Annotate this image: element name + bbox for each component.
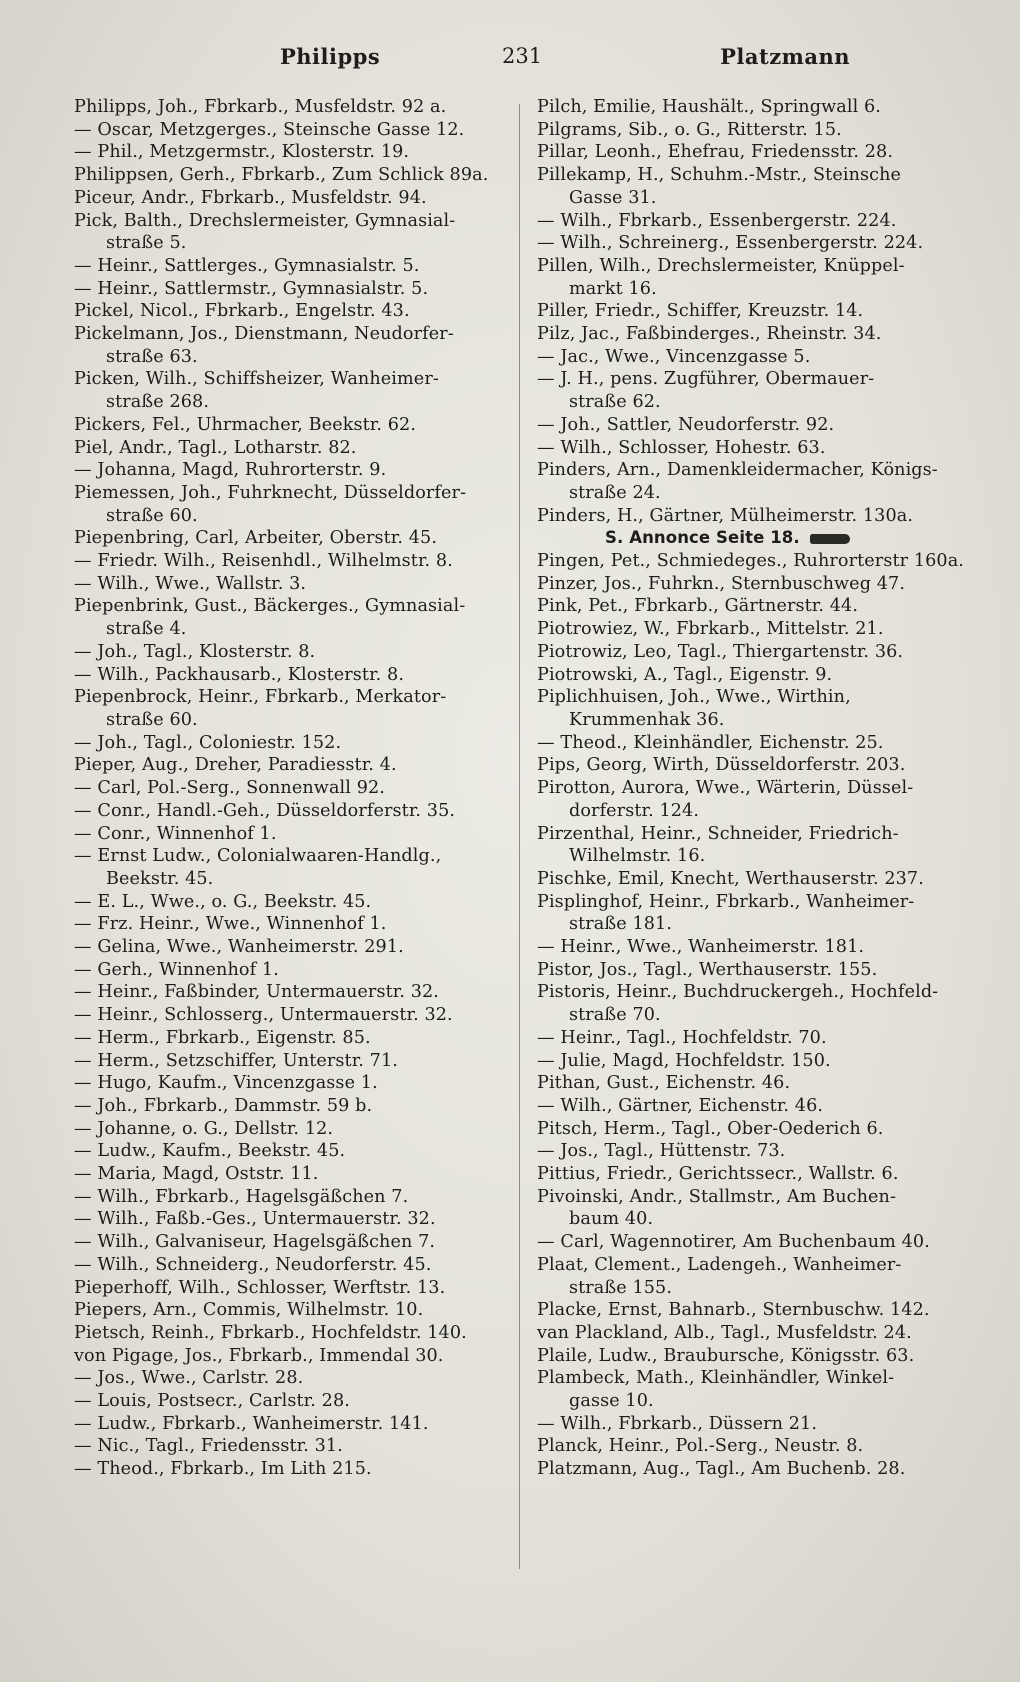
entry-continuation: Beekstr. 45. [106,868,214,889]
entry-line: — Theod., Fbrkarb., Im Lith 215. [74,1459,372,1480]
entry-line: — Joh., Tagl., Coloniestr. 152. [74,732,342,753]
entry-line: — Gelina, Wwe., Wanheimerstr. 291. [74,937,404,958]
entry-continuation: straße 4. [106,619,187,640]
directory-entry [74,913,494,936]
directory-entry [537,164,967,209]
entry-line: — E. L., Wwe., o. G., Beekstr. 45. [74,891,372,912]
directory-entry [537,823,967,868]
entry-line: — Oscar, Metzgerges., Steinsche Gasse 12. [74,119,465,140]
entry-line: — Louis, Postsecr., Carlstr. 28. [74,1391,350,1412]
directory-entry [74,732,494,755]
header-right-keyword: Platzmann [720,44,850,69]
entry-line: Placke, Ernst, Bahnarb., Sternbuschw. 142. [537,1300,930,1321]
entry-line: — Wilh., Schlosser, Hohestr. 63. [537,437,826,458]
entry-line: Piotrowiz, Leo, Tagl., Thiergartenstr. 36. [537,641,904,662]
entry-line: — Wilh., Faßb.-Ges., Untermauerstr. 32. [74,1209,436,1230]
entry-line: Pivoinski, Andr., Stallmstr., Am Buchen- [537,1186,897,1207]
entry-line: Piepenbrink, Gust., Bäckerges., Gymnasial- [74,596,466,617]
entry-line: — Ludw., Fbrkarb., Wanheimerstr. 141. [74,1413,429,1434]
directory-entry [537,505,967,528]
header-left-keyword: Philipps [280,44,381,69]
directory-entry [74,1118,494,1141]
directory-entry [74,686,494,731]
entry-line: — Gerh., Winnenhof 1. [74,959,279,980]
entry-line: Pingen, Pet., Schmiedeges., Ruhrorterstr 160a. [537,551,964,572]
entry-continuation: Gasse 31. [569,187,657,208]
directory-entry [537,141,967,164]
directory-entry [74,482,494,527]
entry-line: Pisplinghof, Heinr., Fbrkarb., Wanheimer- [537,891,915,912]
entry-line: Pinders, H., Gärtner, Mülheimerstr. 130a. [537,505,914,526]
entry-line: — Heinr., Faßbinder, Untermauerstr. 32. [74,982,439,1003]
entry-line: Pieperhoff, Wilh., Schlosser, Werftstr. 13. [74,1277,446,1298]
left-column [74,96,494,1481]
entry-line: — Jos., Wwe., Carlstr. 28. [74,1368,304,1389]
directory-entry [537,414,967,437]
entry-line: Plaat, Clement., Ladengeh., Wanheimer- [537,1254,902,1275]
entry-line: Pirzenthal, Heinr., Schneider, Friedrich- [537,823,899,844]
entry-line: Pieper, Aug., Dreher, Paradiesstr. 4. [74,755,397,776]
entry-line: — Joh., Fbrkarb., Dammstr. 59 b. [74,1095,373,1116]
entry-continuation: Krummenhak 36. [569,709,725,730]
entry-line: — Wilh., Fbrkarb., Hagelsgäßchen 7. [74,1186,409,1207]
entry-line: Pink, Pet., Fbrkarb., Gärtnerstr. 44. [537,596,859,617]
directory-entry [74,141,494,164]
directory-entry [74,1367,494,1390]
directory-entry [74,437,494,460]
entry-continuation: straße 155. [569,1277,673,1298]
entry-continuation: markt 16. [569,278,657,299]
entry-line: Pistoris, Heinr., Buchdruckergeh., Hochfeld- [537,982,939,1003]
directory-entry [537,686,967,731]
entry-line: Plambeck, Math., Kleinhändler, Winkel- [537,1368,895,1389]
directory-entry [537,981,967,1026]
entry-line: — Maria, Magd, Oststr. 11. [74,1164,319,1185]
entry-line: — Johanna, Magd, Ruhrorterstr. 9. [74,460,387,481]
entry-line: S. Annonce Seite 18. [605,528,800,548]
directory-entry [74,664,494,687]
entry-continuation: straße 70. [569,1005,661,1026]
directory-entry [74,414,494,437]
directory-entry [537,1027,967,1050]
directory-entry [537,936,967,959]
annonce-reference [537,527,967,550]
entry-line: Pilgrams, Sib., o. G., Ritterstr. 15. [537,119,842,140]
entry-line: Platzmann, Aug., Tagl., Am Buchenb. 28. [537,1459,906,1480]
entry-line: Piepenbrock, Heinr., Fbrkarb., Merkator- [74,687,447,708]
entry-line: Pietsch, Reinh., Fbrkarb., Hochfeldstr. 140. [74,1322,467,1343]
entry-line: — Herm., Fbrkarb., Eigenstr. 85. [74,1027,371,1048]
entry-line: — Heinr., Sattlerges., Gymnasialstr. 5. [74,255,420,276]
entry-line: — Wilh., Fbrkarb., Düssern 21. [537,1413,818,1434]
directory-entry [74,1163,494,1186]
directory-entry [537,1435,967,1458]
entry-line: Piotrowski, A., Tagl., Eigenstr. 9. [537,664,833,685]
pointing-hand-icon [810,534,850,544]
directory-entry [74,1072,494,1095]
entry-line: Pillekamp, H., Schuhm.-Mstr., Steinsche [537,165,902,186]
entry-line: Pips, Georg, Wirth, Düsseldorferstr. 203. [537,755,906,776]
entry-line: — Ludw., Kaufm., Beekstr. 45. [74,1141,346,1162]
directory-entry [537,323,967,346]
directory-entry [74,800,494,823]
directory-entry [537,210,967,233]
directory-entry [537,232,967,255]
directory-entry [537,550,967,573]
entry-continuation: straße 181. [569,914,673,935]
page-header [70,44,960,84]
directory-entry [74,1277,494,1300]
entry-line: — Jos., Tagl., Hüttenstr. 73. [537,1141,786,1162]
directory-entry [74,1004,494,1027]
directory-entry [74,1231,494,1254]
directory-entry [537,777,967,822]
entry-line: Philippsen, Gerh., Fbrkarb., Zum Schlick 89a. [74,165,489,186]
entry-line: — Julie, Magd, Hochfeldstr. 150. [537,1050,831,1071]
column-divider [519,104,520,1569]
entry-continuation: straße 5. [106,233,187,254]
entry-continuation: straße 62. [569,392,661,413]
entry-line: — Theod., Kleinhändler, Eichenstr. 25. [537,732,884,753]
entry-continuation: gasse 10. [569,1391,654,1412]
entry-line: — Phil., Metzgermstr., Klosterstr. 19. [74,142,410,163]
entry-line: — Wilh., Packhausarb., Klosterstr. 8. [74,664,405,685]
entry-line: Pinders, Arn., Damenkleidermacher, Königs- [537,460,938,481]
right-column [537,96,967,1481]
directory-entry [74,595,494,640]
entry-continuation: straße 60. [106,505,198,526]
entry-continuation: straße 24. [569,482,661,503]
entry-line: Pillen, Wilh., Drechslermeister, Knüppel- [537,255,905,276]
directory-entry [537,1186,967,1231]
directory-entry [74,1458,494,1481]
directory-entry [537,641,967,664]
entry-line: — Wilh., Wwe., Wallstr. 3. [74,573,307,594]
entry-line: Picken, Wilh., Schiffsheizer, Wanheimer- [74,369,439,390]
directory-entry [74,891,494,914]
directory-entry [74,1413,494,1436]
directory-entry [537,1050,967,1073]
entry-line: — Johanne, o. G., Dellstr. 12. [74,1118,334,1139]
directory-entry [74,1027,494,1050]
directory-entry [74,823,494,846]
directory-entry [537,1095,967,1118]
entry-line: Pitsch, Herm., Tagl., Ober-Oederich 6. [537,1118,884,1139]
entry-line: Pittius, Friedr., Gerichtssecr., Wallstr. 6. [537,1164,899,1185]
directory-entry [74,210,494,255]
entry-continuation: straße 60. [106,709,198,730]
directory-entry [74,119,494,142]
entry-line: — Heinr., Wwe., Wanheimerstr. 181. [537,937,865,958]
entry-continuation: Wilhelmstr. 16. [569,846,706,867]
entry-line: Pick, Balth., Drechslermeister, Gymnasial- [74,210,456,231]
entry-line: Pischke, Emil, Knecht, Werthauserstr. 237. [537,868,924,889]
directory-entry [537,1072,967,1095]
entry-line: Piepers, Arn., Commis, Wilhelmstr. 10. [74,1300,424,1321]
entry-continuation: baum 40. [569,1209,654,1230]
directory-entry [74,573,494,596]
entry-line: van Plackland, Alb., Tagl., Musfeldstr. 24. [537,1322,912,1343]
directory-entry [74,1390,494,1413]
directory-entry [74,845,494,890]
entry-line: — Joh., Sattler, Neudorferstr. 92. [537,414,835,435]
entry-line: Pilz, Jac., Faßbinderges., Rheinstr. 34. [537,324,882,345]
directory-entry [537,346,967,369]
directory-entry [74,459,494,482]
directory-entry [537,732,967,755]
directory-entry [74,1050,494,1073]
directory-entry [74,187,494,210]
directory-entry [537,368,967,413]
directory-entry [537,96,967,119]
entry-line: — Wilh., Fbrkarb., Essenbergerstr. 224. [537,210,897,231]
entry-line: — Heinr., Sattlermstr., Gymnasialstr. 5. [74,278,429,299]
entry-line: Piotrowiez, W., Fbrkarb., Mittelstr. 21. [537,619,884,640]
directory-entry [74,1140,494,1163]
entry-line: Piemessen, Joh., Fuhrknecht, Düsseldorfer- [74,482,467,503]
entry-line: Piceur, Andr., Fbrkarb., Musfeldstr. 94. [74,187,427,208]
entry-line: — Conr., Handl.-Geh., Düsseldorferstr. 35. [74,800,456,821]
entry-continuation: dorferstr. 124. [569,800,700,821]
entry-line: Philipps, Joh., Fbrkarb., Musfeldstr. 92 a. [74,97,447,117]
directory-entry [74,981,494,1004]
entry-line: — Hugo, Kaufm., Vincenzgasse 1. [74,1073,378,1094]
entry-line: Pilch, Emilie, Haushält., Springwall 6. [537,97,881,117]
directory-entry [74,255,494,278]
directory-entry [537,1367,967,1412]
directory-entry [74,1186,494,1209]
entry-line: — Ernst Ludw., Colonialwaaren-Handlg., [74,846,442,867]
entry-line: — J. H., pens. Zugführer, Obermauer- [537,369,875,390]
directory-entry [74,550,494,573]
directory-entry [537,595,967,618]
entry-line: — Carl, Wagennotirer, Am Buchenbaum 40. [537,1232,930,1253]
directory-entry [537,573,967,596]
directory-entry [537,1345,967,1368]
directory-entry [74,527,494,550]
entry-line: Pithan, Gust., Eichenstr. 46. [537,1073,791,1094]
directory-entry [74,323,494,368]
entry-continuation: straße 63. [106,346,198,367]
directory-entry [74,1345,494,1368]
directory-entry [537,1458,967,1481]
directory-entry [74,754,494,777]
entry-line: — Nic., Tagl., Friedensstr. 31. [74,1436,343,1457]
directory-entry [537,1140,967,1163]
entry-line: Pickel, Nicol., Fbrkarb., Engelstr. 43. [74,301,410,322]
directory-entry [537,754,967,777]
directory-entry [74,278,494,301]
entry-line: — Friedr. Wilh., Reisenhdl., Wilhelmstr. 8. [74,551,453,572]
entry-line: — Frz. Heinr., Wwe., Winnenhof 1. [74,914,387,935]
entry-line: Pickers, Fel., Uhrmacher, Beekstr. 62. [74,414,417,435]
entry-line: Piel, Andr., Tagl., Lotharstr. 82. [74,437,357,458]
entry-line: Piller, Friedr., Schiffer, Kreuzstr. 14. [537,301,864,322]
entry-line: Pickelmann, Jos., Dienstmann, Neudorfer- [74,324,454,345]
directory-entry [537,891,967,936]
entry-line: Pinzer, Jos., Fuhrkn., Sternbuschweg 47. [537,573,906,594]
directory-entry [537,1118,967,1141]
directory-entry [537,1231,967,1254]
directory-entry [537,1299,967,1322]
page-number: 231 [502,44,543,68]
entry-continuation: straße 268. [106,392,210,413]
entry-line: — Wilh., Schreinerg., Essenbergerstr. 224. [537,233,924,254]
directory-entry [74,959,494,982]
entry-line: — Wilh., Schneiderg., Neudorferstr. 45. [74,1254,432,1275]
directory-entry [74,300,494,323]
directory-entry [537,868,967,891]
directory-entry [537,437,967,460]
entry-line: von Pigage, Jos., Fbrkarb., Immendal 30. [74,1345,444,1366]
entry-line: — Heinr., Tagl., Hochfeldstr. 70. [537,1027,827,1048]
directory-entry [537,255,967,300]
directory-entry [537,618,967,641]
directory-entry [74,1299,494,1322]
entry-line: Plaile, Ludw., Braubursche, Königsstr. 63. [537,1345,915,1366]
entry-line: Pirotton, Aurora, Wwe., Wärterin, Düssel- [537,778,914,799]
directory-entry [537,959,967,982]
directory-entry [537,300,967,323]
entry-line: Pistor, Jos., Tagl., Werthauserstr. 155. [537,959,878,980]
entry-line: — Jac., Wwe., Vincenzgasse 5. [537,346,811,367]
directory-entry [74,1208,494,1231]
directory-entry [537,1413,967,1436]
directory-entry [537,1254,967,1299]
directory-entry [537,1163,967,1186]
directory-entry [74,777,494,800]
entry-line: — Conr., Winnenhof 1. [74,823,277,844]
entry-line: — Carl, Pol.-Serg., Sonnenwall 92. [74,778,385,799]
directory-entry [74,164,494,187]
directory-entry [74,1095,494,1118]
entry-line: — Wilh., Galvaniseur, Hagelsgäßchen 7. [74,1232,436,1253]
entry-line: Planck, Heinr., Pol.-Serg., Neustr. 8. [537,1436,864,1457]
entry-line: Piplichhuisen, Joh., Wwe., Wirthin, [537,687,851,708]
entry-line: Piepenbring, Carl, Arbeiter, Oberstr. 45. [74,528,438,549]
directory-entry [74,1254,494,1277]
directory-entry [537,664,967,687]
directory-entry [537,1322,967,1345]
directory-entry [74,96,494,119]
entry-line: — Joh., Tagl., Klosterstr. 8. [74,641,316,662]
directory-entry [74,1435,494,1458]
directory-entry [74,368,494,413]
directory-entry [537,119,967,142]
entry-line: — Heinr., Schlosserg., Untermauerstr. 32. [74,1005,453,1026]
directory-entry [74,1322,494,1345]
entry-line: Pillar, Leonh., Ehefrau, Friedensstr. 28. [537,142,894,163]
entry-line: — Wilh., Gärtner, Eichenstr. 46. [537,1095,824,1116]
entry-line: — Herm., Setzschiffer, Unterstr. 71. [74,1050,398,1071]
directory-entry [74,936,494,959]
directory-entry [537,459,967,504]
directory-entry [74,641,494,664]
